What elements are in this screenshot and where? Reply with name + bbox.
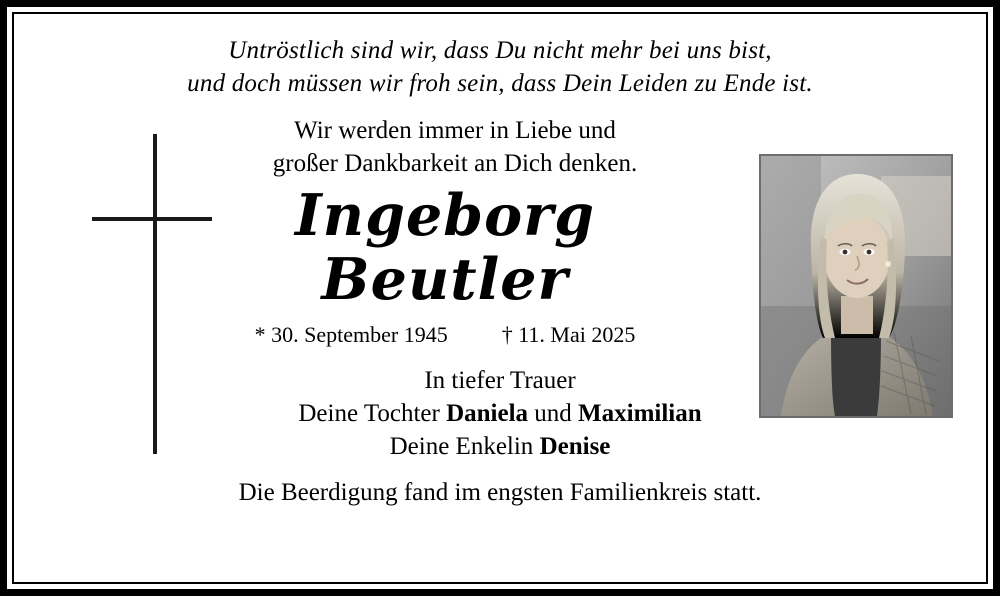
deceased-last-name: Beutler: [321, 245, 569, 313]
daughter-prefix: Deine Tochter: [298, 399, 447, 427]
life-dates: [14, 322, 986, 348]
daughter-conjunction: und: [528, 399, 579, 427]
verse-block: [14, 34, 986, 100]
partner-name: Maximilian: [578, 399, 702, 427]
dedication-line-1: Wir werden immer in Liebe und: [294, 117, 616, 144]
dedication-block: [14, 114, 986, 180]
closing-note: Die Beerdigung fand im engsten Familienkreis statt.: [238, 478, 762, 506]
deceased-name: [14, 184, 986, 312]
mourners-block: [14, 364, 986, 463]
mourner-line-daughter: [14, 397, 986, 430]
verse-line-2: und doch müssen wir froh sein, dass Dein Leiden zu Ende ist.: [187, 70, 813, 97]
daughter-name: Daniela: [446, 399, 529, 427]
verse-line-1: Untröstlich sind wir, dass Du nicht mehr bei uns bist,: [228, 37, 772, 64]
obituary-text-content: [14, 14, 986, 507]
dedication-line-2: großer Dankbarkeit an Dich denken.: [272, 150, 638, 177]
mourning-intro: In tiefer Trauer: [424, 366, 576, 394]
mourner-line-grandchild: [14, 430, 986, 463]
birth-date: * 30. September 1945: [254, 321, 448, 347]
grandchild-prefix: Deine Enkelin: [389, 432, 540, 460]
grandchild-name: Denise: [539, 432, 611, 460]
death-date: † 11. Mai 2025: [501, 321, 636, 347]
obituary-inner-frame: [12, 12, 988, 584]
deceased-first-name: Ingeborg: [295, 182, 595, 249]
